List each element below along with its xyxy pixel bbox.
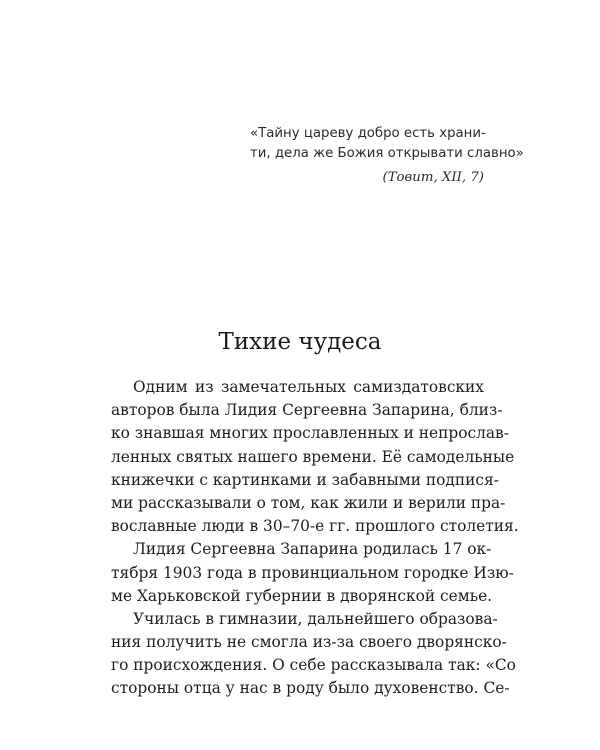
epigraph-line-1: «Тайну цареву добро есть храни- xyxy=(250,126,486,141)
epigraph xyxy=(250,124,524,188)
body-line-9: тября 1903 года в провинциальном городке Изю- xyxy=(111,563,514,582)
body-line-13: го происхождения. О себе рассказывала так: «Со xyxy=(111,656,516,675)
body-line-6: ми рассказывали о том, как жили и верили пра- xyxy=(111,493,506,512)
body-line-4: ленных святых нашего времени. Её самодельные xyxy=(111,447,515,466)
body-line-11: Училась в гимназии, дальнейшего образова- xyxy=(133,609,498,628)
body-line-1: Одним из замечательных самиздатовских xyxy=(133,378,484,396)
body-line-8: Лидия Сергеевна Запарина родилась 17 ок- xyxy=(133,540,492,559)
body-line-10: ме Харьковской губернии в дворянской семье. xyxy=(111,586,493,605)
chapter-title: Тихие чудеса xyxy=(218,329,382,355)
body-line-12: ния получить не смогла из-за своего дворянско- xyxy=(111,633,507,652)
body-line-3: ко знавшая многих прославленных и непрослав- xyxy=(111,424,509,443)
body-line-7: вославные люди в 30–70-е гг. прошлого столетия. xyxy=(111,517,519,536)
body-text xyxy=(111,376,519,701)
epigraph-line-2: ти, дела же Божия открывати славно» xyxy=(250,146,524,161)
epigraph-source: (Товит, XII, 7) xyxy=(382,170,484,185)
body-line-2: авторов была Лидия Сергеевна Запарина, близ- xyxy=(111,401,503,420)
body-line-5: книжечки с картинками и забавными подпися- xyxy=(111,470,499,489)
body-line-14: стороны отца у нас в роду было духовенство. Се- xyxy=(111,679,510,698)
